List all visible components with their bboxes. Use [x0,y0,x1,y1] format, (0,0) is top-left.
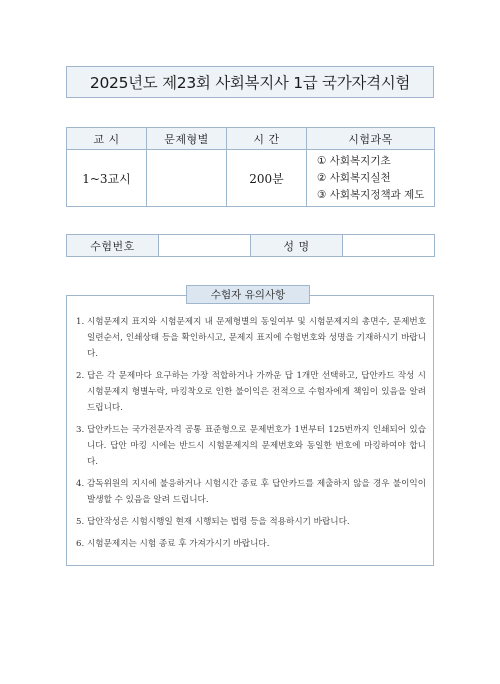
exam-title: 2025년도 제23회 사회복지사 1급 국가자격시험 [66,66,434,98]
candidate-name-field[interactable] [343,235,435,257]
subjects-list [307,150,435,207]
notice-number: 3. [76,425,85,435]
notice-number: 5. [76,517,85,527]
notice-item [76,314,426,362]
header-period: 교 시 [67,128,147,150]
subject-item: ① 사회복지기초 [317,154,391,167]
notice-number: 2. [76,371,85,381]
exam-info-header-row [67,128,435,150]
period-value: 1~3교시 [67,150,147,207]
candidate-info-row [67,235,435,257]
notice-title: 수험자 유의사항 [186,285,310,304]
exam-info-table [66,127,435,207]
notice-text: 시험문제지는 시험 종료 후 가져가시기 바랍니다. [87,539,270,549]
notice-text: 답은 각 문제마다 요구하는 가장 적합하거나 가까운 답 1개만 선택하고, 답안카드 작성 시 시험문제지 형별누락, 마킹착오로 인한 불이익은 전적으로 수험자에게 책임이 있음을 알려 드립니다. [87,371,426,413]
notice-number: 4. [76,479,85,489]
notice-list [76,314,426,558]
notice-item [76,514,426,530]
notice-item [76,422,426,470]
header-time: 시 간 [227,128,307,150]
notice-item [76,536,426,552]
candidate-name-label: 성 명 [251,235,343,257]
exam-info-body-row [67,150,435,207]
header-problem-type: 문제형별 [147,128,227,150]
candidate-info-table [66,234,435,257]
notice-number: 1. [76,317,85,327]
notice-item [76,368,426,416]
notice-text: 답안카드는 국가전문자격 공통 표준형으로 문제번호가 1번부터 125번까지 인쇄되어 있습니다. 답안 마킹 시에는 반드시 시험문제지의 문제번호와 동일한 번호에 마킹하여야 합니다. [87,425,426,467]
time-value: 200분 [227,150,307,207]
notice-text: 답안작성은 시험시행일 현재 시행되는 법령 등을 적용하시기 바랍니다. [87,517,350,527]
notice-item [76,476,426,508]
subject-item: ③ 사회복지정책과 제도 [317,188,425,201]
candidate-number-label: 수험번호 [67,235,159,257]
notice-number: 6. [76,539,85,549]
notice-text: 감독위원의 지시에 불응하거나 시험시간 종료 후 답안카드를 제출하지 않을 경우 불이익이 발생할 수 있음을 알려 드립니다. [87,479,426,505]
notice-text: 시험문제지 표지와 시험문제지 내 문제형별의 동일여부 및 시험문제지의 총면수, 문제번호 일련순서, 인쇄상태 등을 확인하시고, 문제지 표지에 수험번호와 성명을 기재하시기 바랍니다. [87,317,426,359]
problem-type-value [147,150,227,207]
header-subjects: 시험과목 [307,128,435,150]
subject-item: ② 사회복지실천 [317,171,391,184]
candidate-number-field[interactable] [159,235,251,257]
